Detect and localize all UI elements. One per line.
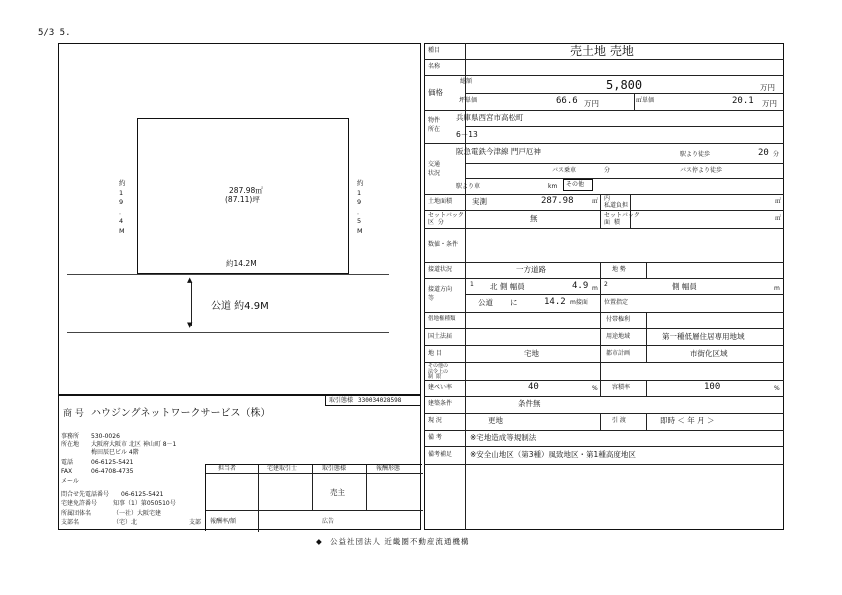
agent-license-value: 知事（1）第050510号 <box>113 500 176 507</box>
zoning-label: 用途地域 <box>606 333 631 340</box>
land-category-value: 宅地 <box>524 349 539 358</box>
bcr-value: 40 <box>528 382 539 392</box>
far-unit: % <box>774 385 780 392</box>
status-label: 現 況 <box>428 417 442 424</box>
branch-label: 支部名 <box>61 519 80 526</box>
notes2-label: 備考補足 <box>428 451 453 458</box>
company-name-label: 商 号 <box>63 409 84 419</box>
status-value: 更地 <box>488 416 503 425</box>
road1-unit: m <box>592 285 598 292</box>
location-line1: 兵庫県西宮市高松町 <box>456 113 524 122</box>
office-label: 事務所 <box>61 433 80 440</box>
sqm-label: ㎡単価 <box>636 97 655 104</box>
road2-unit: m <box>774 285 780 292</box>
staff-header-3: 取引態様 <box>322 465 347 472</box>
road2-direction: 側 幅員 <box>672 282 697 291</box>
walk-unit: 分 <box>773 151 780 158</box>
page-reference: 5/3 5. <box>38 28 71 38</box>
deal-type: 売主 <box>330 488 345 497</box>
bus-unit: 分 <box>604 167 611 174</box>
company-panel <box>58 395 421 530</box>
walk-minutes: 20 <box>758 148 769 158</box>
tsubo-unit: 万円 <box>584 99 599 108</box>
road-width-arrow <box>191 282 192 326</box>
notes-value: ※宅地造成等規制法 <box>470 433 537 442</box>
fee-label: 報酬率/額 <box>210 518 237 525</box>
build-condition-label: 建築条件 <box>428 400 453 407</box>
national-law-label: 国土法届 <box>428 333 453 340</box>
transit-label: 交通 状況 <box>428 161 441 177</box>
road-arrow-up-icon: ▲ <box>187 276 193 284</box>
transit-line: 阪急電鉄今津線 門戸厄神 <box>456 147 541 156</box>
location-label: 物件 所在 <box>428 117 441 133</box>
sqm-unit: 万円 <box>762 99 777 108</box>
bus-stop-label: バス停より徒歩 <box>680 167 723 174</box>
handover-label: 引 渡 <box>612 417 626 424</box>
setback-label: セットバック 区 分 <box>428 212 464 226</box>
fax-label: FAX <box>61 468 73 475</box>
tsubo-label: 坪単価 <box>459 97 478 104</box>
lot-frontage: 約14.2M <box>226 259 257 268</box>
attached-rights-label: 付帯権利 <box>606 316 631 323</box>
type-label: 種目 <box>428 47 441 54</box>
lot-area-tsubo: (87.11)坪 <box>225 195 260 204</box>
city-plan-label: 都市計画 <box>606 350 631 357</box>
land-category-label: 地 目 <box>428 350 442 357</box>
leasehold-label: 借地権種類 <box>428 316 456 322</box>
road1-number: 1 <box>470 281 474 288</box>
other-transit: その他 <box>563 179 593 191</box>
car-unit: km <box>548 183 558 190</box>
tel-label: 電話 <box>61 459 74 466</box>
property-type: 売土地 売地 <box>570 44 634 58</box>
land-area-label: 土地面積 <box>428 198 453 205</box>
footer-org: 公益社団法人 近畿圏不動産流通機構 <box>330 537 470 546</box>
lot-side-left: 約 1 9 ． 4 M <box>119 179 126 235</box>
lot-side-right: 約 1 9 ． 5 M <box>357 179 364 235</box>
setback-area-label: セットバック 面 積 <box>604 212 640 226</box>
notes2-value: ※安全山地区（第3種）風致地区・第1種高度地区 <box>470 450 636 459</box>
land-area-value: 287.98 <box>541 196 574 206</box>
terrain-label: 地 勢 <box>612 266 626 273</box>
company-name: ハウジングネットワークサービス（株） <box>91 408 271 419</box>
branch-value: （宅）北 <box>113 519 138 526</box>
road-designation-label: 位置指定 <box>604 299 629 306</box>
road-edge-top <box>67 274 389 275</box>
location-line2: 6－13 <box>456 130 478 139</box>
road-contact-label: に <box>510 298 518 307</box>
other-limits-label: その他の 法令上の 制 限 <box>428 363 449 380</box>
license-box <box>325 396 421 406</box>
road2-number: 2 <box>604 281 608 288</box>
conditions-label: 数値・条件 <box>428 241 459 248</box>
zoning-value: 第一種低層住居専用地域 <box>662 332 745 341</box>
land-area-unit: ㎡ <box>592 198 599 205</box>
notes-label: 備 考 <box>428 434 442 441</box>
city-plan-value: 市街化区域 <box>690 349 728 358</box>
license-label: 取引態様 <box>329 397 354 404</box>
license-number: 330034028598 <box>358 397 402 404</box>
address-label: 所在地 <box>61 441 80 448</box>
price-unit: 万円 <box>760 83 775 92</box>
road-contact-unit: m接面 <box>570 299 588 306</box>
bus-label: バス乗車 <box>552 167 577 174</box>
road-dir-label: 接道方向 等 <box>428 286 453 302</box>
tsubo-price: 66.6 <box>556 96 578 106</box>
setback-value: 無 <box>530 214 538 223</box>
branch-suffix: 支部 <box>189 519 202 526</box>
map-panel <box>58 43 421 395</box>
association-value: （一社）大阪宅建 <box>113 510 162 517</box>
contact-tel-value: 06-6125-5421 <box>121 491 164 498</box>
price-label: 価格 <box>428 88 443 97</box>
address-line1: 大阪府大阪市 北区 神山町 8－1 <box>91 441 177 448</box>
office-zip: 530-0026 <box>91 433 120 440</box>
car-label: 駅より車 <box>456 183 481 190</box>
price-sub-label: 総額 <box>460 78 473 85</box>
road1-width: 4.9 <box>572 281 589 291</box>
address-line2: 梅田辰巳ビル 4階 <box>91 449 139 456</box>
bcr-unit: % <box>592 385 598 392</box>
road-status-label: 接道状況 <box>428 266 453 273</box>
ad-label: 広告 <box>322 518 335 525</box>
price-total: 5,800 <box>606 78 643 92</box>
agent-license-label: 宅建免許番号 <box>61 500 98 507</box>
road-status-value: 一方道路 <box>516 265 546 274</box>
staff-header-2: 宅建取引士 <box>267 465 298 472</box>
road-edge-bottom <box>67 332 389 333</box>
private-road-unit: ㎡ <box>775 198 782 205</box>
tel-value: 06-6125-5421 <box>91 459 134 466</box>
name-label: 名称 <box>428 63 441 70</box>
footer-logo-icon: ◆ <box>316 537 322 546</box>
build-condition-value: 条件無 <box>518 399 541 408</box>
association-label: 所属団体名 <box>61 510 92 517</box>
road-label: 公道 約4.9M <box>211 301 269 312</box>
private-road-label: 内 私道負担 <box>604 195 629 209</box>
mail-label: メール <box>61 478 79 485</box>
far-label: 容積率 <box>612 384 631 391</box>
bcr-label: 建ぺい率 <box>428 384 453 391</box>
setback-area-unit: ㎡ <box>775 215 782 222</box>
staff-header-1: 担当者 <box>218 465 237 472</box>
road-kind: 公道 <box>478 298 493 307</box>
fax-value: 06-4708-4735 <box>91 468 134 475</box>
road-arrow-down-icon: ▼ <box>187 321 193 329</box>
walk-label: 駅より徒歩 <box>680 151 711 158</box>
road1-direction: 北 側 幅員 <box>490 282 525 291</box>
land-area-kind: 実測 <box>472 197 487 206</box>
contact-tel-label: 問合せ先電話番号 <box>61 491 110 498</box>
handover-value: 即時 ＜ 年 月 ＞ <box>660 416 715 425</box>
staff-header-4: 報酬形態 <box>376 465 401 472</box>
staff-grid <box>205 464 422 531</box>
lot-area: 287.98㎡ <box>229 186 263 195</box>
sqm-price: 20.1 <box>732 96 754 106</box>
far-value: 100 <box>704 382 721 392</box>
road-contact-length: 14.2 <box>544 297 566 307</box>
